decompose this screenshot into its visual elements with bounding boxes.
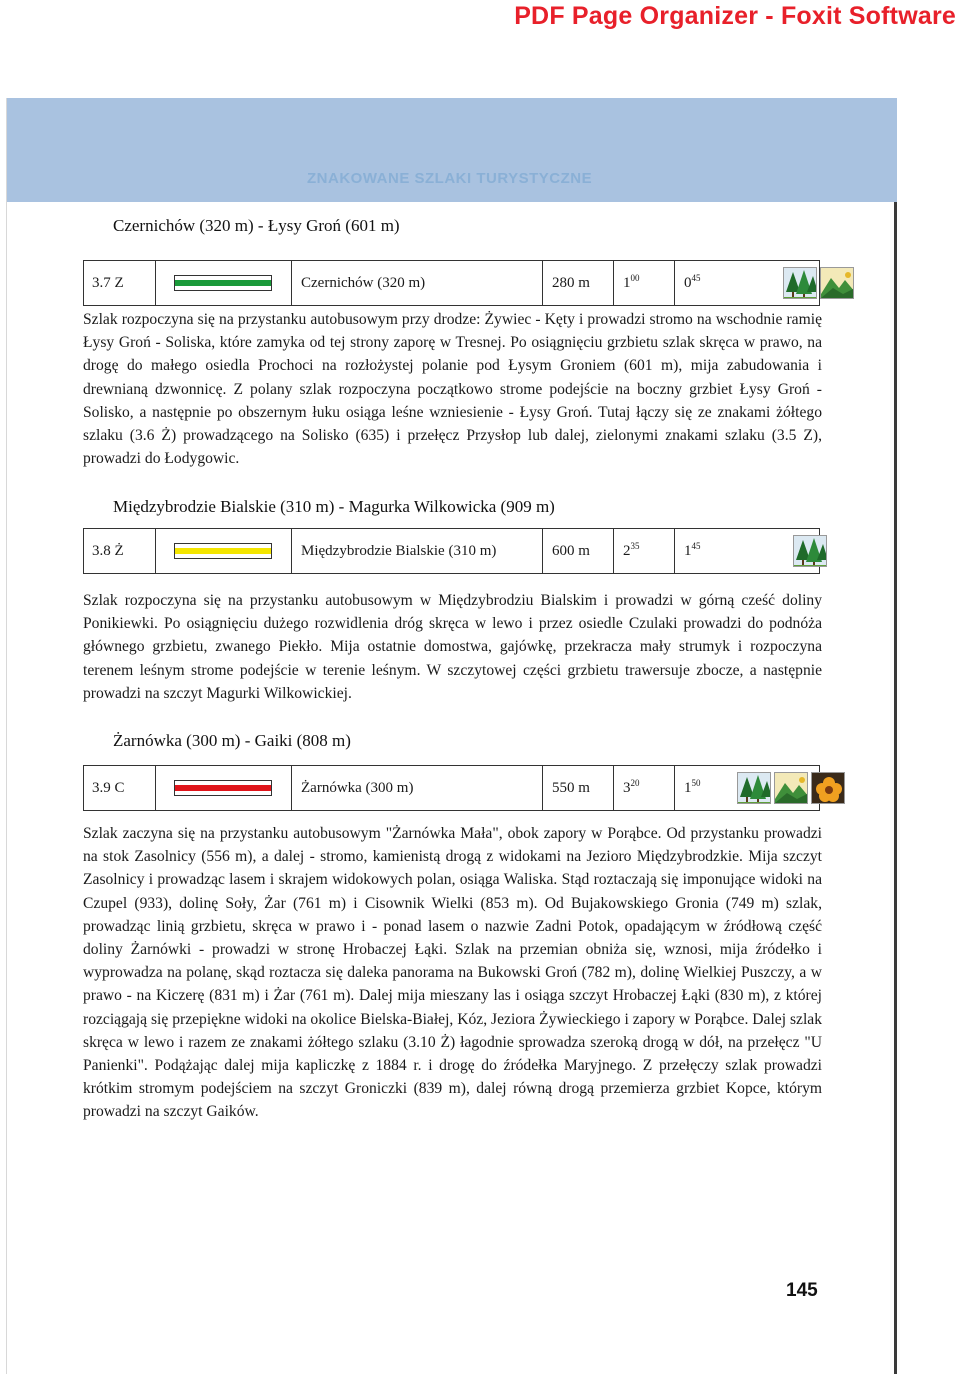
time-up: $1^{00}$: [614, 261, 675, 305]
section-paragraph: Szlak zaczyna się na przystanku autobusowym "Żarnówka Mała", obok zapory w Porąbce. Od przystanku prowadzi na stok Zasolnicy (556 m), a dalej - stromo, kamienistą drogą z widokami na Jezioro Międzybrodzkie. Mija szczyt Zasolnicy i prowadząc lasem i skrajem widokowych polan, osiąga Waliska. Stąd roztaczają się imponujące widoki na Czupel (933), dolinę Soły, Żar (761 m) i Cisownik Wielki (853 m). Od Bujakowskiego Gronia (749 m) szlak, prowadząc linią grzbietu, skręca w prawo i - ponad lasem o nazwie Zadni Potok, opadającym w źródłową część doliny Żarnówki - prowadzi w stronę Hrobaczej Łąki. Szlak na przemian obniża się, wznosi, mija źródełko i wyprowadza na polanę, skąd roztacza się daleka panorama na Bukowski Groń (782 m), dolinę Wielkiej Puszczy, a w prawo - na Kiczerę (831 m) i Żar (761 m). Dalej mija mieszany las i osiąga szczyt Hrobaczej Łąki (830 m), z której rozciągają się przepiękne widoki na okolice Bielska-Białej, Kóz, Jeziora Żywieckiego i zapory w Porąbce. Dalej szlak skręca w lewo i razem ze znakami żółtego szlaku (3.10 Ż) łagodnie sprowadza szeroką drogą w dół, na przełęcz "U Panienki". Podążając dalej mija kapliczkę z 1884 r. i drogę do źródełka Maryjnego. Z przełęczy szlak prowadzi krótkim stromym podejściem na szczyt Groniczki (839 m), dalej równą drogą przemierza grzbiet Kopce, którym prowadzi na szczyt Gaików.: [83, 825, 822, 1121]
trail-start: Żarnówka (300 m): [292, 766, 543, 810]
trail-elevation: 600 m: [543, 529, 614, 573]
app-title-watermark: PDF Page Organizer - Foxit Software: [514, 2, 956, 30]
mountain-view-icon: [774, 772, 808, 804]
section-title: Międzybrodzie Bialskie (310 m) - Magurka Wilkowicka (909 m): [113, 497, 555, 516]
time-down: $1^{50}$: [675, 766, 821, 810]
trail-start: Czernichów (320 m): [292, 261, 543, 305]
trail-id: 3.9 C: [84, 766, 156, 810]
time-down: $0^{45}$: [675, 261, 821, 305]
trail-mark: [156, 261, 292, 305]
trail-color-stripe: [175, 280, 271, 286]
trail-table: [83, 765, 820, 811]
time-up: $3^{20}$: [614, 766, 675, 810]
page-number: 145: [786, 1280, 818, 1301]
time-up: $2^{35}$: [614, 529, 675, 573]
section-title: Żarnówka (300 m) - Gaiki (808 m): [113, 731, 351, 750]
trail-table: [83, 260, 820, 306]
trail-mark: [156, 529, 292, 573]
trail-start: Międzybrodzie Bialskie (310 m): [292, 529, 543, 573]
header-title: ZNAKOWANE SZLAKI TURYSTYCZNE: [307, 170, 593, 187]
trail-id: 3.8 Ż: [84, 529, 156, 573]
forest-icon: [737, 772, 771, 804]
trail-color-stripe: [175, 785, 271, 791]
flower-icon: [811, 772, 845, 804]
section-title: Czernichów (320 m) - Łysy Groń (601 m): [113, 216, 400, 235]
trail-elevation: 280 m: [543, 261, 614, 305]
trail-color-stripe: [175, 548, 271, 554]
section-paragraph: Szlak rozpoczyna się na przystanku autobusowym przy drodze: Żywiec - Kęty i prowadzi stromo na wschodnie ramię Łysy Groń - Soliska, które zamyka od tej strony zaporę w Tresnej. Po osiągnięciu grzbietu szlak skręca w prawo, na drogę do małego osiedla Prochoci na rozłożystej polanie pod Łysym Groniem (601 m), mija zabudowania i drewnianą dzwonnicę. Z polany szlak rozpoczyna początkowo strome podejście na boczny grzbiet Łysy Groń - Solisko, a następnie po obszernym łuku osiąga leśne wzniesienie - Łysy Groń. Tutaj łączy się ze znakami żółtego szlaku (3.6 Ż) prowadzącego na Solisko (635) i przełęcz Przysłop lub dalej, zielonymi znakami szlaku (3.5 Z), prowadzi do Łodygowic.: [83, 311, 822, 468]
trail-elevation: 550 m: [543, 766, 614, 810]
mountain-view-icon: [820, 267, 854, 299]
time-down: $1^{45}$: [675, 529, 821, 573]
forest-icon: [783, 267, 817, 299]
section-paragraph: Szlak rozpoczyna się na przystanku autobusowym w Międzybrodziu Bialskim i prowadzi w górną cześć doliny Ponikiewki. Po osiągnięciu dużego rozwidlenia dróg skręca w lewo i przez osiedle Czulaki prowadzi do podnóża głównego grzbietu, zwanego Piekło. Mija ostatnie domostwa, gajówkę, przekracza mały strumyk i rozpoczyna terenem leśnym strome podejście w terenie leśnym. W szczytowej części grzbietu trawersuje zbocze, a następnie prowadzi na szczyt Magurki Wilkowickiej.: [83, 592, 822, 702]
trail-id: 3.7 Z: [84, 261, 156, 305]
forest-icon: [793, 535, 827, 567]
trail-mark: [156, 766, 292, 810]
trail-table: [83, 528, 820, 574]
